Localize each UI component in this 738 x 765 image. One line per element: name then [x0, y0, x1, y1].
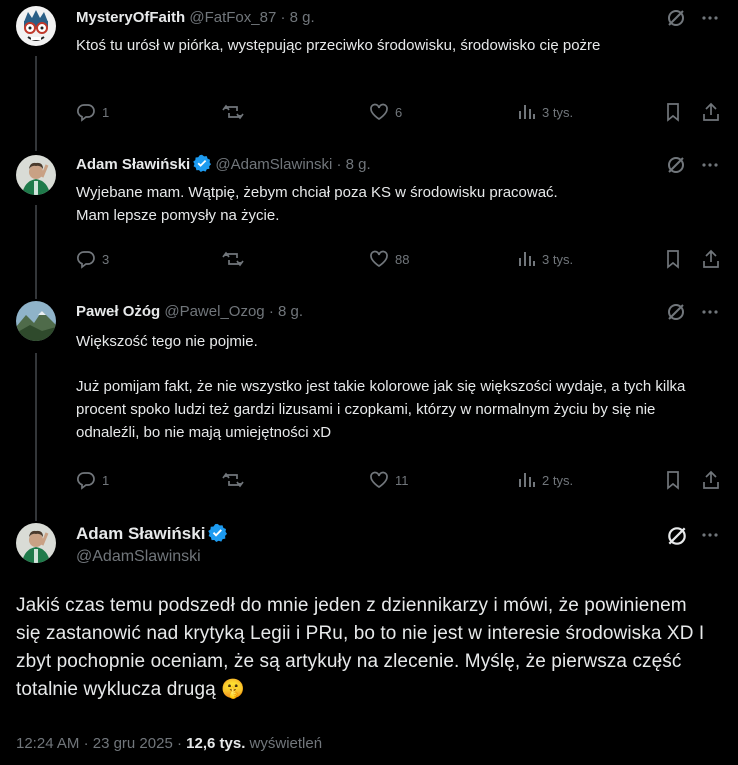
main-tweet: [0, 515, 738, 765]
like-icon: [369, 249, 389, 269]
author-name[interactable]: Adam Sławiński: [76, 156, 191, 173]
timestamp[interactable]: 8 g.: [345, 156, 371, 173]
share-icon: [701, 102, 721, 122]
views-icon: [516, 102, 536, 122]
action-bar: [76, 247, 726, 271]
author-name[interactable]: MysteryOfFaith: [76, 9, 186, 26]
separator: ·: [280, 9, 286, 26]
grok-icon[interactable]: [666, 525, 688, 552]
shushing-face-emoji: 🤫: [221, 679, 245, 700]
view-count: 12,6 tys.: [186, 735, 246, 752]
share-button[interactable]: [701, 468, 721, 492]
like-count: 11: [395, 472, 409, 488]
timestamp[interactable]: 8 g.: [277, 303, 304, 320]
tweet-header: [76, 301, 303, 323]
tweet-line: Wyjebane mam. Wątpię, żebym chciał poza KS w środowisku pracować.: [76, 184, 558, 201]
tweet-paragraph: Już pomijam fakt, że nie wszystko jest takie kolorowe jak się większości wydaje, a tych kilka procent spoko ludzi też gardzi lizusami i czopkami, którzy w normalnym życiu by się nie odnaleźli, bo nie mają umiejętności xD: [76, 378, 686, 441]
reply-icon: [76, 470, 96, 490]
bookmark-button[interactable]: [663, 247, 683, 271]
views-count: 3 tys.: [542, 104, 574, 120]
views-count: 2 tys.: [542, 472, 574, 488]
grok-icon[interactable]: [666, 155, 686, 180]
separator: ·: [83, 735, 89, 752]
like-icon: [369, 102, 389, 122]
avatar[interactable]: [16, 155, 56, 195]
tweet-meta: [16, 733, 322, 755]
author-name[interactable]: Adam Sławiński: [76, 524, 206, 543]
more-icon[interactable]: [700, 525, 720, 550]
views-button[interactable]: [516, 247, 573, 271]
thread-line: [35, 353, 37, 515]
reply-count: 3: [102, 251, 110, 267]
author-handle[interactable]: @AdamSlawinski: [76, 548, 201, 565]
reply-icon: [76, 249, 96, 269]
views-icon: [516, 470, 536, 490]
bookmark-button[interactable]: [663, 100, 683, 124]
bookmark-icon: [663, 102, 683, 122]
reply-icon: [76, 102, 96, 122]
author-block: [76, 522, 227, 568]
repost-button[interactable]: [222, 468, 244, 492]
share-button[interactable]: [701, 247, 721, 271]
action-bar: [76, 100, 726, 124]
thread-line: [35, 293, 37, 299]
share-icon: [701, 249, 721, 269]
views-icon: [516, 249, 536, 269]
reply-button[interactable]: [76, 100, 109, 124]
bookmark-button[interactable]: [663, 468, 683, 492]
reply-tweet-3[interactable]: [0, 293, 738, 515]
views-count: 3 tys.: [542, 251, 574, 267]
reply-button[interactable]: [76, 247, 109, 271]
more-icon[interactable]: [700, 302, 720, 327]
more-icon[interactable]: [700, 155, 720, 180]
author-handle[interactable]: @AdamSlawinski: [215, 156, 333, 173]
repost-icon: [222, 249, 244, 269]
share-icon: [701, 470, 721, 490]
post-date[interactable]: 23 gru 2025: [92, 735, 173, 752]
thread-line: [35, 515, 37, 521]
reply-tweet-2[interactable]: [0, 145, 738, 293]
tweet-text: [76, 330, 706, 444]
thread-line: [35, 145, 37, 151]
author-handle[interactable]: @Pawel_Ozog: [164, 303, 265, 320]
reply-button[interactable]: [76, 468, 109, 492]
repost-icon: [222, 470, 244, 490]
tweet-header: [76, 154, 371, 176]
repost-button[interactable]: [222, 247, 244, 271]
views-button[interactable]: [516, 100, 573, 124]
like-count: 6: [395, 104, 403, 120]
timestamp[interactable]: 8 g.: [289, 9, 315, 26]
grok-icon[interactable]: [666, 8, 686, 33]
tweet-line: Mam lepsze pomysły na życie.: [76, 207, 280, 224]
separator: ·: [268, 303, 274, 320]
reply-count: 1: [102, 104, 110, 120]
bookmark-icon: [663, 249, 683, 269]
verified-badge-icon[interactable]: [208, 523, 227, 549]
tweet-text: [76, 36, 716, 56]
thread-line: [35, 205, 37, 293]
tweet-paragraph: Większość tego nie pojmie.: [76, 333, 258, 350]
tweet-text: [76, 183, 716, 226]
author-name[interactable]: Paweł Ożóg: [76, 303, 161, 320]
repost-button[interactable]: [222, 100, 244, 124]
tweet-header: [76, 7, 315, 29]
action-bar: [76, 468, 726, 492]
tweet-body: Jakiś czas temu podszedł do mnie jeden z dziennikarzy i mówi, że powinienem się zastanowić nad krytyką Legii i PRu, bo to nie jest w interesie środowiska XD I zbyt pochopnie oceniam, że są artykuły na zlecenie. Myślę, że pierwsza część totalnie wyklucza drugą: [16, 595, 705, 700]
like-button[interactable]: [369, 100, 402, 124]
like-icon: [369, 470, 389, 490]
like-count: 88: [395, 251, 410, 267]
post-time[interactable]: 12:24 AM: [16, 735, 80, 752]
thread-line: [35, 56, 37, 145]
more-icon[interactable]: [700, 8, 720, 33]
share-button[interactable]: [701, 100, 721, 124]
reply-tweet-1[interactable]: [0, 0, 738, 145]
bookmark-icon: [663, 470, 683, 490]
author-handle[interactable]: @FatFox_87: [189, 9, 277, 26]
tweet-line: Ktoś tu urósł w piórka, występując przeciwko środowisku, środowisko cię pożre: [76, 37, 601, 54]
avatar[interactable]: [16, 6, 56, 46]
views-button[interactable]: [516, 468, 573, 492]
main-tweet-text: [16, 592, 716, 704]
like-button[interactable]: [369, 468, 409, 492]
avatar[interactable]: [16, 523, 56, 563]
view-label: wyświetleń: [249, 735, 323, 752]
repost-icon: [222, 102, 244, 122]
grok-icon[interactable]: [666, 302, 686, 327]
avatar[interactable]: [16, 301, 56, 341]
verified-badge-icon[interactable]: [193, 154, 211, 179]
reply-count: 1: [102, 472, 110, 488]
like-button[interactable]: [369, 247, 409, 271]
separator: ·: [336, 156, 342, 173]
separator: ·: [176, 735, 182, 752]
